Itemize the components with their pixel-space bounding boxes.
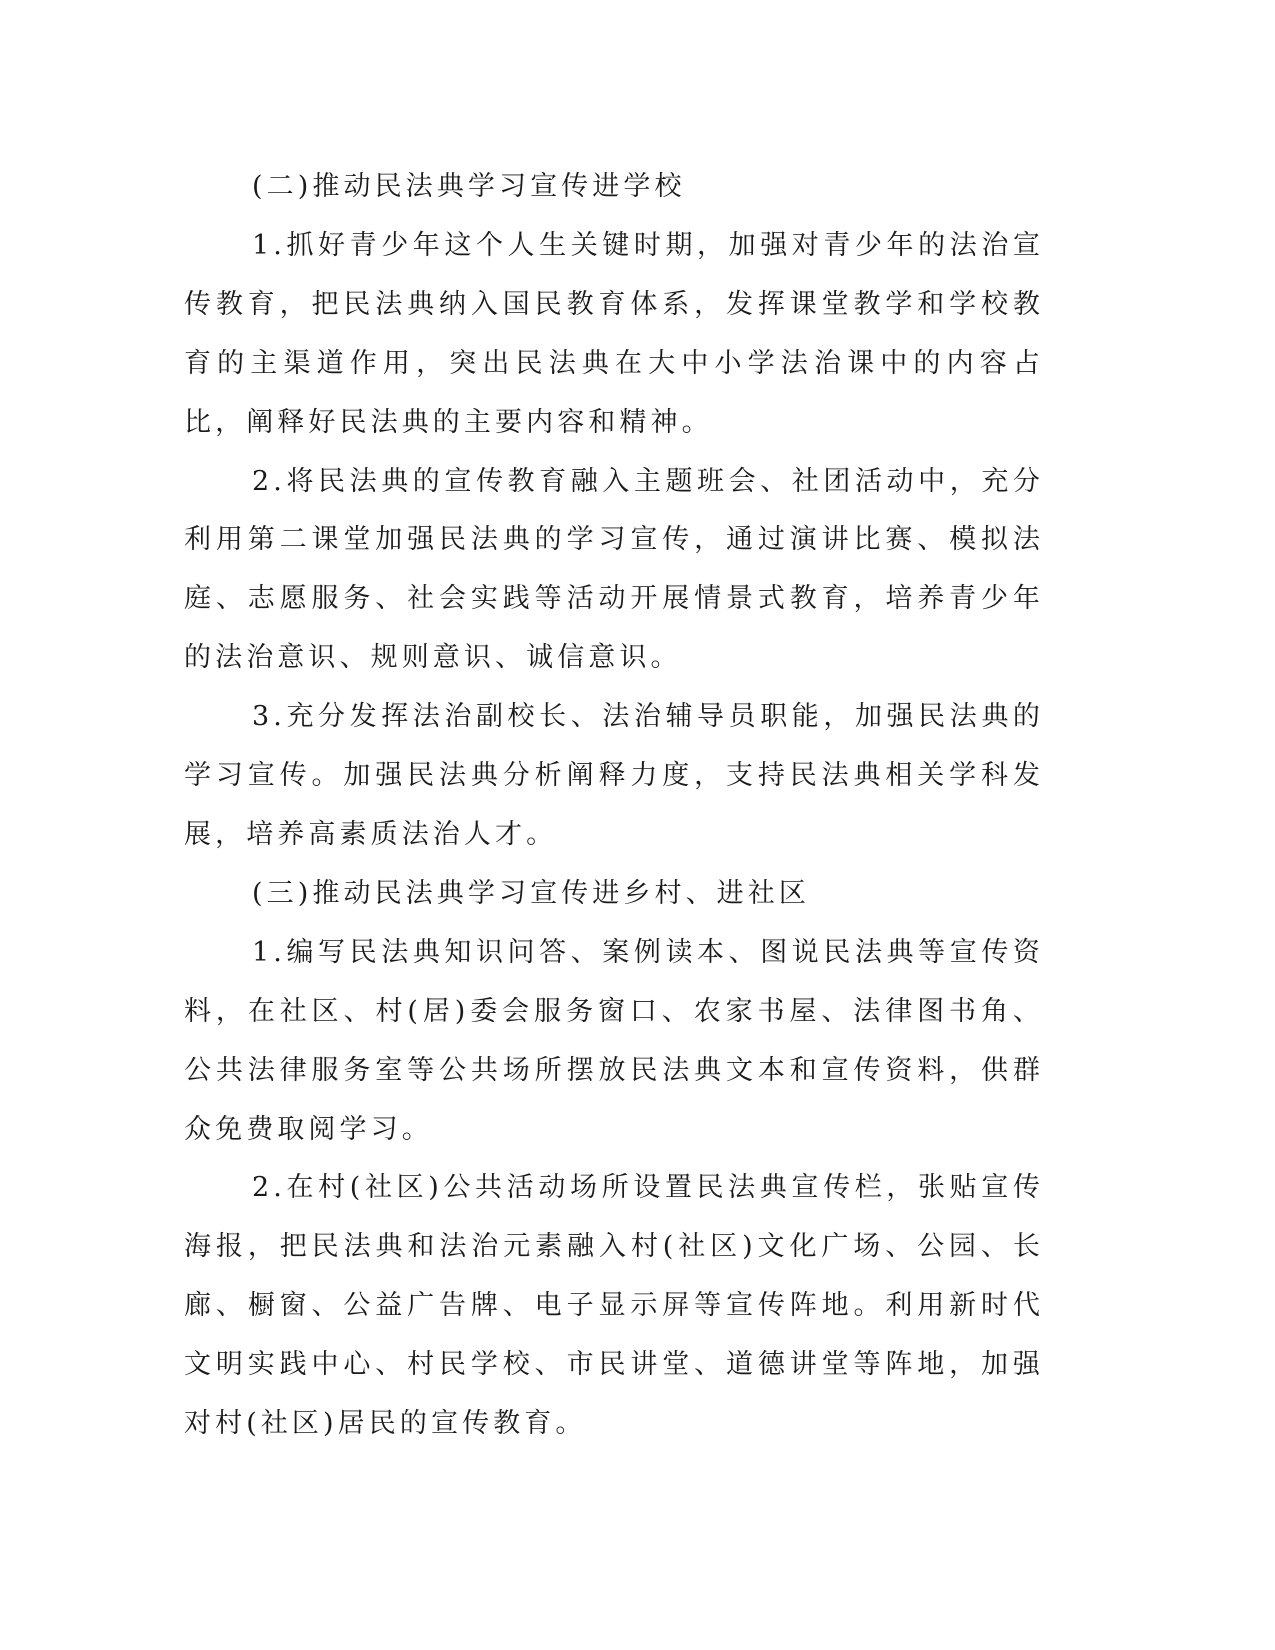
paragraph: 2.在村(社区)公共活动场所设置民法典宣传栏，张贴宣传海报，把民法典和法治元素融入村(社区)文化广场、公园、长廊、橱窗、公益广告牌、电子显示屏等宣传阵地。利用新时代文明实践中心、村民学校、市民讲堂、道德讲堂等阵地，加强对村(社区)居民的宣传教育。 [184,1172,1044,1440]
paragraph: 1.编写民法典知识问答、案例读本、图说民法典等宣传资料，在社区、村(居)委会服务窗口、农家书屋、法律图书角、公共法律服务室等公共场所摆放民法典文本和宣传资料，供群众免费取阅学习。 [184,936,1044,1145]
paragraph: 2.将民法典的宣传教育融入主题班会、社团活动中，充分利用第二课堂加强民法典的学习宣传，通过演讲比赛、模拟法庭、志愿服务、社会实践等活动开展情景式教育，培养青少年的法治意识、规则意识、诚信意识。 [184,465,1044,674]
paragraph: 3.充分发挥法治副校长、法治辅导员职能，加强民法典的学习宣传。加强民法典分析阐释力度，支持民法典相关学科发展，培养高素质法治人才。 [184,701,1044,850]
document-body [184,158,1044,1454]
section-heading: (二)推动民法典学习宣传进学校 [252,171,686,202]
section-heading: (三)推动民法典学习宣传进乡村、进社区 [252,877,810,909]
paragraph: 1.抓好青少年这个人生关键时期，加强对青少年的法治宣传教育，把民法典纳入国民教育体系，发挥课堂教学和学校教育的主渠道作用，突出民法典在大中小学法治课中的内容占比，阐释好民法典的主要内容和精神。 [184,229,1044,438]
